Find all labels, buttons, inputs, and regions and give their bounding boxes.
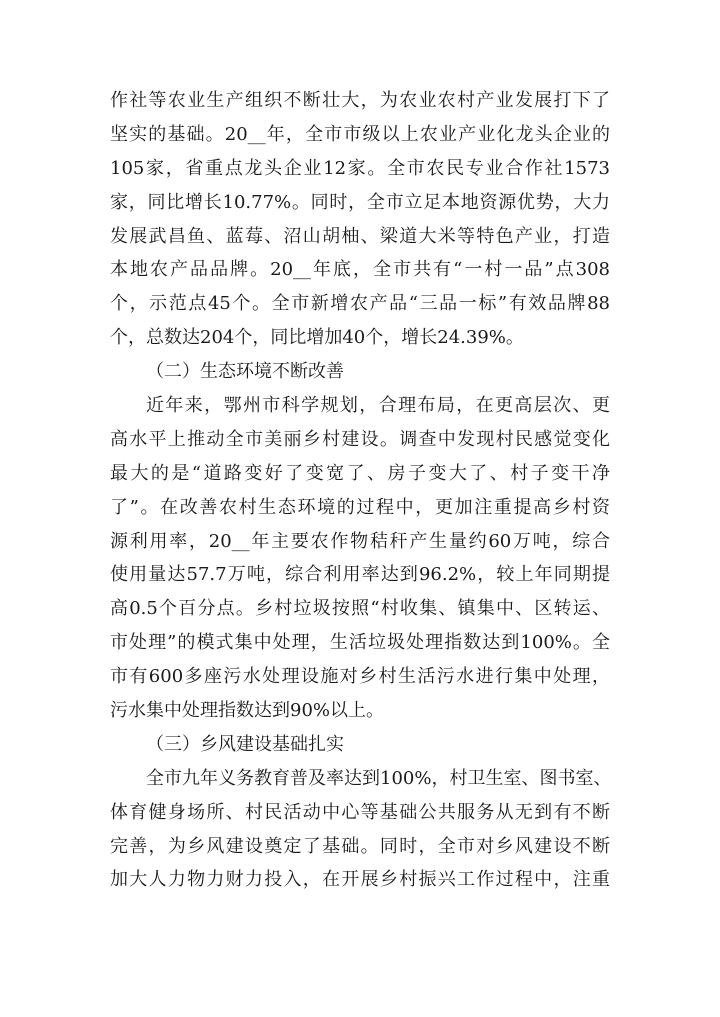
text-line: 105家，省重点龙头企业12家。全市农民专业合作社1573 <box>110 157 610 179</box>
text-line: 市处理”的模式集中处理，生活垃圾处理指数达到100%。全 <box>110 632 610 654</box>
text-line: 污水集中处理指数达到90%以上。 <box>110 700 385 722</box>
text-line: 高水平上推动全市美丽乡村建设。调查中发现村民感觉变化 <box>110 428 610 450</box>
section-heading: （三）乡风建设基础扎实 <box>146 733 344 755</box>
text-line: 作社等农业生产组织不断壮大，为农业农村产业发展打下了 <box>110 90 610 111</box>
text-line: 最大的是“道路变好了变宽了、房子变大了、村子变干净 <box>110 462 610 484</box>
text-line: 本地农产品品牌。20__年底，全市共有“一村一品”点308 <box>110 259 610 281</box>
text-line: 全市九年义务教育普及率达到100%，村卫生室、图书室、 <box>146 767 612 789</box>
text-line: 高0.5个百分点。乡村垃圾按照“村收集、镇集中、区转运、 <box>110 598 610 620</box>
text-line: 近年来，鄂州市科学规划，合理布局，在更高层次、更 <box>146 395 610 417</box>
text-line: 加大人力物力财力投入，在开展乡村振兴工作过程中，注重 <box>110 869 610 891</box>
text-line: 个，示范点45个。全市新增农产品“三品一标”有效品牌88 <box>110 293 610 315</box>
text-line: 源利用率，20__年主要农作物秸秆产生量约60万吨，综合 <box>110 530 610 552</box>
text-line: 家，同比增长10.77%。同时，全市立足本地资源优势，大力 <box>110 191 610 213</box>
text-line: 体育健身场所、村民活动中心等基础公共服务从无到有不断 <box>110 801 610 823</box>
section-heading: （二）生态环境不断改善 <box>146 361 344 383</box>
document-body <box>110 84 610 897</box>
text-line: 坚实的基础。20__年，全市市级以上农业产业化龙头企业的 <box>110 123 610 145</box>
text-line: 使用量达57.7万吨，综合利用率达到96.2%，较上年同期提 <box>110 564 610 586</box>
text-line: 发展武昌鱼、蓝莓、沼山胡柚、梁道大米等特色产业，打造 <box>110 225 610 247</box>
text-line: 市有600多座污水处理设施对乡村生活污水进行集中处理， <box>110 666 610 688</box>
text-line: 个，总数达204个，同比增加40个，增长24.39%。 <box>110 327 524 349</box>
text-line: 了”。在改善农村生态环境的过程中，更加注重提高乡村资 <box>110 496 610 518</box>
text-line: 完善，为乡风建设奠定了基础。同时，全市对乡风建设不断 <box>110 835 610 857</box>
